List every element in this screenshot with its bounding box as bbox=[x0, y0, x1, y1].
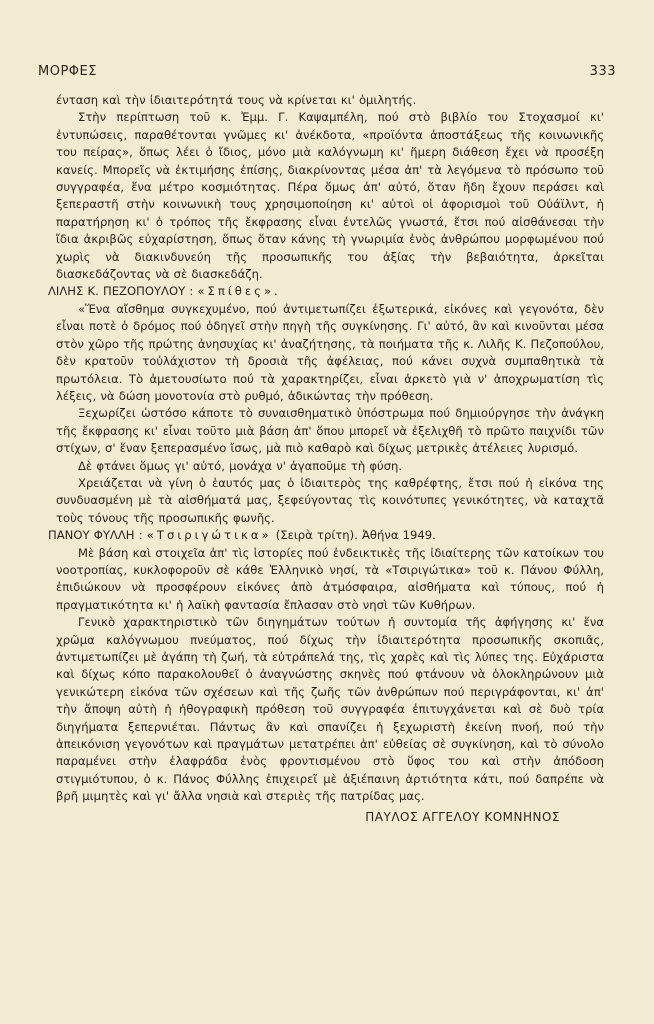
review-title: «Τσιριγώτικα» bbox=[146, 528, 272, 543]
review-heading: ΛΙΛΗΣ Κ. ΠΕΖΟΠΟΥΛΟΥ : «Σπίθες». bbox=[48, 284, 278, 299]
paragraph: Δὲ φτάνει ὅμως γι' αὐτό, μονάχα ν' ἀγαποῦμε τὴ φύση. bbox=[78, 458, 403, 473]
journal-title: ΜΟΡΦΕΣ bbox=[38, 64, 97, 79]
paragraph: Χρειάζεται νὰ γίνη ὁ ἑαυτός μας ὁ ἰδιαιτερὸς της καθρέφτης, ἔτσι πού ἡ εἰκόνα της συνδυασμένη μὲ τὰ αἰσθήματά μας, ξεφεύγοντας τὶς κοινότυπες γενικότητες, νὰ καταχτᾶ τοὺς τόνους τῆς προσωπικῆς φωνῆς. bbox=[56, 475, 604, 525]
review-title: «Σπίθες» bbox=[197, 284, 275, 299]
review-author: ΠΑΝΟΥ ΦΥΛΛΗ bbox=[48, 528, 135, 543]
paragraph: Στὴν περίπτωση τοῦ κ. Ἐμμ. Γ. Καψαμπέλη, πού στὸ βιβλίο του Στοχασμοί κι' ἐντυπώσεις, παραθέτονται γνῶμες κι' ἀνέκδοτα, «προϊόντα ἀποστάξεως τῆς κοινωνικῆς του πείρας», ὅπως λέει ὁ ἴδιος, μόνο μιὰ καλόγνωμη κι' ἥμερη διάθεση ἔχει νὰ προσέξη κανείς. Μπορεῖς νὰ ἐκτιμήσης ἐπίσης, διακρίνοντας μέσα ἀπ' τὰ λεγόμενα τὸ πρόσωπο τοῦ συγγραφέα, ἕνα μέτρο κοσμιότητας. Πέρα ὅμως ἀπ' αὐτό, ὅταν ἤδη ἔχουν περάσει καὶ ξεπεραστῆ στὴν κοινωνικὴ τους χρησιμοποίηση κι' αὐτοὶ οἱ ἀφορισμοὶ τοῦ Οὐάϊλντ, ἡ παρατήρηση κι' ὁ τρόπος τῆς ἔκφρασης εἶναι ἐντελῶς γνωστά, ἔτσι πού αἰσθάνεσαι τὴν ἴδια ἀκριβῶς εὐχαρίστηση, ὅπως ὅταν κάνης τὴ γνωριμία ἑνὸς ἀνθρώπου μορφωμένου πού χωρὶς νὰ διακινδυνεύη τῆς προσωπικῆς του ἀξίας τὴν βεβαιότητα, ἀρκεῖται διασκεδάζοντας νὰ σὲ διασκεδάζη. bbox=[56, 110, 604, 282]
review-details: (Σειρὰ τρίτη). Ἀθήνα 1949. bbox=[271, 528, 436, 543]
paragraph: Μὲ βάση καὶ στοιχεῖα ἀπ' τὶς ἱστορίες πού ἐνδεικτικὲς τῆς ἰδιαίτερης τῶν κατοίκων του νοοτροπίας, κυκλοφοροῦν σὲ κάθε Ἑλληνικὸ νησί, τὰ «Τσιριγώτικα» τοῦ κ. Πάνου Φύλλη, ἐπιδιώκουν νὰ προσφέρουν εἰκόνες ἀπὸ ἀτμόσφαιρα, αἰσθήματα καὶ τύπους, πού ἡ πραγματικότητα κι' ἡ λαϊκὴ φαντασία ἔπλασαν στὸ νησὶ τῶν Κυθήρων. bbox=[56, 545, 604, 612]
article-body bbox=[48, 92, 604, 824]
page-number: 333 bbox=[589, 64, 616, 79]
review-author: ΛΙΛΗΣ Κ. ΠΕΖΟΠΟΥΛΟΥ bbox=[48, 284, 186, 299]
running-header bbox=[38, 64, 616, 79]
review-heading: ΠΑΝΟΥ ΦΥΛΛΗ : «Τσιριγώτικα» (Σειρὰ τρίτη). Ἀθήνα 1949. bbox=[48, 528, 436, 543]
review-details: . bbox=[274, 284, 278, 299]
paragraph: Γενικὸ χαρακτηριστικὸ τῶν διηγημάτων τούτων ἡ συντομία τῆς ἀφήγησης κι' ἕνα χρῶμα καλόγνωμου πνεύματος, πού δίχως τὴν ἰδιαιτερότητα προσωπικῆς σκοπιᾶς, ἀντιμετωπίζει μὲ ἀγάπη τὴ ζωή, τὰ εὐτράπελά της, τὶς χαρὲς καὶ τὶς λύπες της. Εὐχάριστα καὶ δίχως κόπο παρακολουθεῖ ὁ ἀναγνώστης σκηνὲς πού φτάνουν νὰ ὁλοκληρώνουν μιὰ γενικώτερη εἰκόνα τῶν σχέσεων καὶ τῆς ζωῆς τῶν ἀνθρώπων πού περιγράφονται, κι' ἀπ' τὴν ἄποψη αὐτὴ ἡ ἠθογραφικὴ πρόθεση τοῦ συγγραφέα ἐπιτυγχάνεται καὶ σὲ δυὸ τρία διηγήματα ξεπερνιέται. Πάντως ἂν καὶ σπανίζει ἡ ξεχωριστὴ ἐκείνη πνοή, πού τὴν ἀπεικόνιση γεγονότων καὶ πραγμάτων μετατρέπει ἀπ' εὐθείας σὲ συγκίνηση, καὶ τὸ σύνολο παραμένει στὴν ἐλαφράδα ἑνὸς φροντισμένου στὸ ὕφος του καὶ στὴν ἀπόδοση στιγμιότυπου, ὁ κ. Πάνος Φύλλης ἐπιχειρεῖ μὲ ἀξιέπαινη ἀρτιότητα κάτι, πού δαπρέπε νὰ βρῆ μιμητὲς καὶ γι' ἄλλα νησιὰ καὶ στεριὲς τῆς πατρίδας μας. bbox=[56, 615, 604, 804]
author-signature: ΠΑΥΛΟΣ ΑΓΓΕΛΟΥ ΚΟΜΝΗΝΟΣ bbox=[365, 809, 560, 824]
paragraph: ένταση καὶ τὴν ἰδιαιτερότητά τους νὰ κρίνεται κι' ὁμιλητής. bbox=[56, 93, 417, 107]
paragraph: Ξεχωρίζει ὡστόσο κάποτε τὸ συναισθηματικὸ ὑπόστρωμα πού δημιούργησε τὴν ἀνάγκη τῆς ἔκφρασης κι' εἶναι τοῦτο μιὰ βάση ἀπ' ὅπου μπορεῖ νὰ ἐξελιχθῆ τὸ πρῶτο παιχνίδι τῶν στίχων, σ' ἕναν ξεπερασμένο ἴσως, μὰ πιὸ καθαρὸ καὶ δίχως μετρικὲς ἀτέλειες λυρισμό. bbox=[56, 406, 604, 456]
paragraph: «Ἕνα αἴσθημα συγκεχυμένο, πού ἀντιμετωπίζει ἐξωτερικά, εἰκόνες καὶ γεγονότα, δὲν εἶναι ποτὲ ὁ δρόμος πού ὁδηγεῖ στὴν πηγὴ τῆς συγκίνησης. Γι' αὐτό, ἂν καὶ κινοῦνται μέσα στὸν χῶρο τῆς πρώτης ἀνησυχίας κι' ἀναζήτησης, τὰ ποιήματα τῆς κ. Λιλῆς Κ. Πεζοπούλου, δὲν κρατοῦν τοὐλάχιστον τὴ δροσιὰ τῆς ἀφέλειας, πού κάνει συχνὰ συμπαθητικὰ τὰ πρωτόλεια. Τὸ ἀμετουσίωτο πού τὰ χαρακτηρίζει, εἶναι ἀρκετὸ γιὰ ν' ἀποχρωματίση τὶς λέξεις, νὰ δώση μονοτονία στὸ ρυθμό, ἀδικώντας τὴν πρόθεση. bbox=[56, 301, 604, 403]
